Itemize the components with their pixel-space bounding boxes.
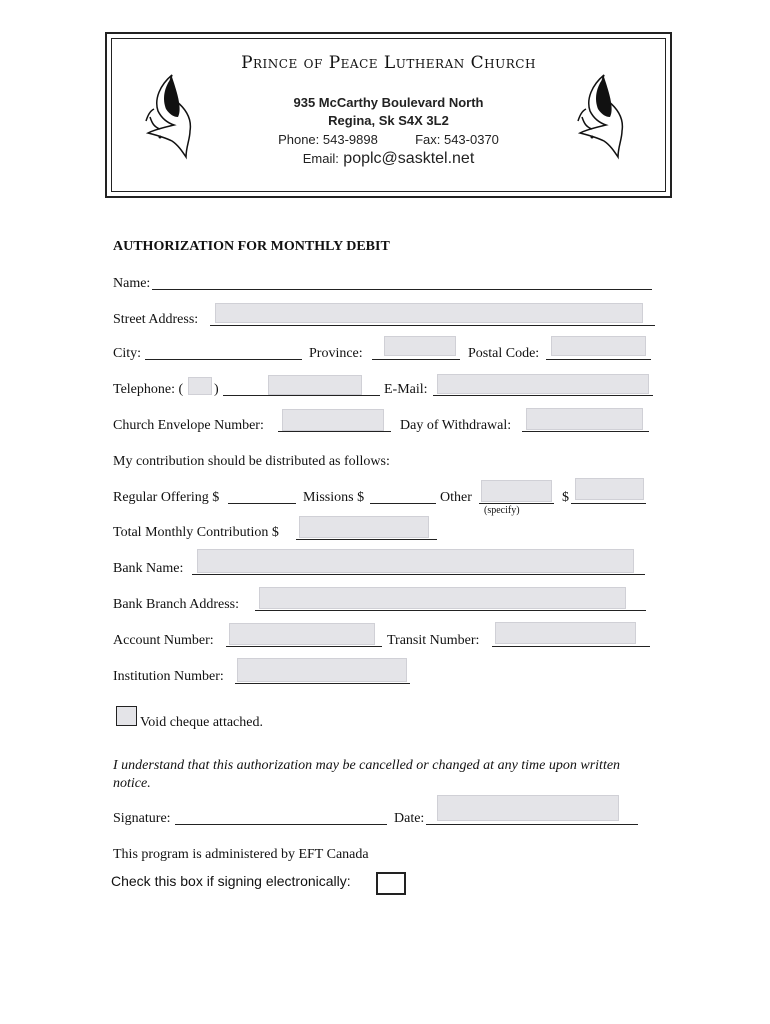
letterhead <box>111 38 666 192</box>
total-contribution-underline <box>296 539 437 540</box>
institution-number-underline <box>235 683 410 684</box>
street-address-label: Street Address: <box>113 312 199 327</box>
envelope-number-label: Church Envelope Number: <box>113 418 264 433</box>
telephone-input[interactable] <box>268 375 362 395</box>
postal-code-label: Postal Code: <box>468 346 540 361</box>
phone-text: Phone: 543-9898 <box>278 132 378 147</box>
date-label: Date: <box>394 811 425 826</box>
account-number-underline <box>226 646 382 647</box>
address-line-1: 935 McCarthy Boulevard North <box>293 95 484 110</box>
regular-offering-field[interactable] <box>228 503 296 504</box>
postal-code-underline <box>546 359 651 360</box>
name-field[interactable] <box>152 289 652 290</box>
withdrawal-day-input[interactable] <box>526 408 643 430</box>
institution-number-input[interactable] <box>237 658 407 682</box>
city-label: City: <box>113 346 142 361</box>
envelope-number-underline <box>278 431 391 432</box>
distribution-text: My contribution should be distributed as follows: <box>113 454 390 469</box>
province-label: Province: <box>309 346 363 361</box>
bank-name-input[interactable] <box>197 549 634 573</box>
electronic-signing-checkbox[interactable] <box>376 872 406 895</box>
area-code-input[interactable] <box>188 377 212 395</box>
dove-logo-icon <box>574 71 626 161</box>
street-address-underline <box>210 325 655 326</box>
street-address-input[interactable] <box>215 303 643 323</box>
date-input[interactable] <box>437 795 619 821</box>
email-underline <box>433 395 653 396</box>
withdrawal-day-label: Day of Withdrawal: <box>400 418 512 433</box>
email-label: E-Mail: <box>384 382 428 397</box>
missions-field[interactable] <box>370 503 436 504</box>
void-cheque-checkbox[interactable] <box>116 706 137 726</box>
bank-branch-label: Bank Branch Address: <box>113 597 239 612</box>
electronic-signing-label: Check this box if signing electronically: <box>111 873 351 889</box>
date-underline <box>426 824 638 825</box>
telephone-label: Telephone: ( <box>113 382 184 397</box>
other-amount-underline <box>571 503 646 504</box>
authorization-notice: I understand that this authorization may be cancelled or changed at any time upon written notice. <box>113 758 621 791</box>
total-contribution-label: Total Monthly Contribution $ <box>113 525 279 540</box>
signature-label: Signature: <box>113 811 171 826</box>
province-underline <box>372 359 460 360</box>
name-label: Name: <box>113 276 151 291</box>
telephone-paren: ) <box>214 382 219 397</box>
signature-field[interactable] <box>175 824 387 825</box>
fax-text: Fax: 543-0370 <box>415 132 499 147</box>
envelope-number-input[interactable] <box>282 409 384 431</box>
transit-number-label: Transit Number: <box>387 633 480 648</box>
email-value: poplc@sasktel.net <box>343 150 475 167</box>
dove-logo-icon <box>142 71 194 161</box>
other-label: Other <box>440 490 472 505</box>
total-contribution-input[interactable] <box>299 516 429 538</box>
email-input[interactable] <box>437 374 649 394</box>
bank-branch-input[interactable] <box>259 587 626 609</box>
transit-number-input[interactable] <box>495 622 636 644</box>
other-dollar-sign: $ <box>562 490 569 505</box>
specify-hint: (specify) <box>484 505 520 516</box>
bank-name-underline <box>192 574 645 575</box>
church-name: Prince of Peace Lutheran Church <box>241 53 536 73</box>
address-line-2: Regina, Sk S4X 3L2 <box>328 113 449 128</box>
telephone-underline <box>223 395 380 396</box>
province-input[interactable] <box>384 336 456 356</box>
form-title: AUTHORIZATION FOR MONTHLY DEBIT <box>113 239 390 254</box>
void-cheque-label: Void cheque attached. <box>140 715 263 730</box>
bank-branch-underline <box>255 610 646 611</box>
email-label: Email: <box>302 151 339 166</box>
bank-name-label: Bank Name: <box>113 561 184 576</box>
other-amount-input[interactable] <box>575 478 644 500</box>
account-number-label: Account Number: <box>113 633 214 648</box>
postal-code-input[interactable] <box>551 336 646 356</box>
city-field[interactable] <box>145 359 302 360</box>
other-specify-input[interactable] <box>481 480 552 502</box>
transit-number-underline <box>492 646 650 647</box>
regular-offering-label: Regular Offering $ <box>113 490 220 505</box>
missions-label: Missions $ <box>303 490 365 505</box>
administered-text: This program is administered by EFT Canada <box>113 847 369 862</box>
account-number-input[interactable] <box>229 623 375 645</box>
institution-number-label: Institution Number: <box>113 669 224 684</box>
withdrawal-day-underline <box>522 431 649 432</box>
other-specify-underline <box>479 503 554 504</box>
